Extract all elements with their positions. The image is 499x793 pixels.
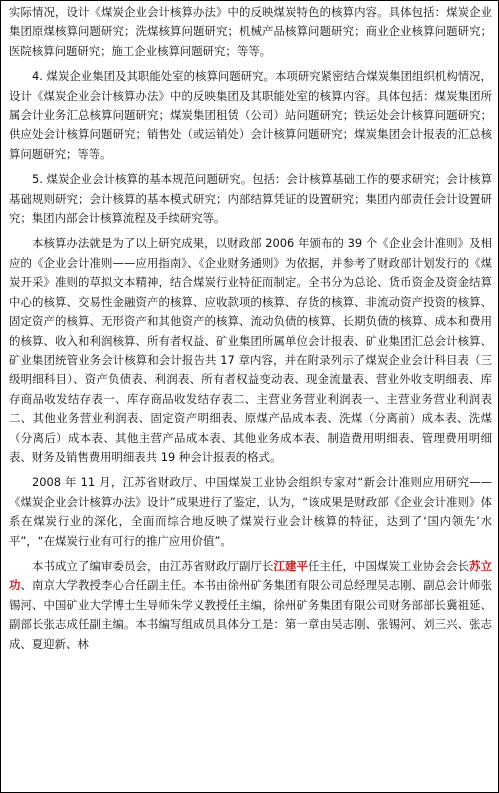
highlighted-name-2: 苏立功 (9, 558, 492, 593)
document-body (9, 3, 492, 660)
paragraph-continuation: 实际情况，设计《煤炭企业会计核算办法》中的反映煤炭特色的核算内容。具体包括：煤炭企业集团原煤核算问题研究；洗煤核算问题研究；机械产品核算问题研究；商业企业核算问题研究；医院核算问题研究；施工企业核算问题研究；等等。 (9, 5, 492, 58)
paragraph-item-5: 5. 煤炭企业会计核算的基本规范问题研究。包括：会计核算基础工作的要求研究；会计核算基础规则研究；会计核算的基本模式研究；内部结算凭证的设置研究；集团内部责任会计设置研究；集团内部会计核算流程及手续研究等。 (9, 172, 492, 226)
committee-text-2: 任主任，中国煤炭工业协会会长 (308, 558, 470, 573)
paragraph-committee (9, 557, 492, 654)
committee-text-3: 、南京大学教授李心合任副主任。本书由徐州矿务集团有限公司总经理吴志刚、副总会计师张锡河、中国矿业大学博士生导师朱学义教授任主编，徐州矿务集团有限公司财务部部长冀祖延、副部长张志成任副主编。本书编写组成员具体分工是：第一章由吴志刚、张锡河、刘三兴、张志成、夏迎新、林 (9, 578, 492, 651)
highlighted-name-1: 江建平 (273, 558, 309, 573)
paragraph-method: 本核算办法就是为了以上研究成果，以财政部 2006 年颁布的 39 个《企业会计准则》及相应的《企业会计准则——应用指南》、《企业财务通则》为依据，并参考了财政部计划发行的《煤炭开采》准则的草拟文本精神，结合煤炭行业特征而制定。全书分为总论、货币资金及资金结算中心的核算、交易性金融资产的核算、应收款项的核算、存货的核算、非流动资产投资的核算、固定资产的核算、无形资产和其他资产的核算、流动负债的核算、长期负债的核算、成本和费用的核算、收入和利润核算、所有者权益、矿业集团所属单位会计报表、矿业集团汇总会计核算、矿业集团统管业务会计核算和会计报告共 17 章内容，并在附录列示了煤炭企业会计科目表（三级明细科目）、资产负债表、利润表、所有者权益变动表、现金流量表、营业外收支明细表、库存商品收发结存表一、库存商品收发结存表二、主营业务营业利润表一、主营业务营业利润表二、其他业务营业利润表、固定资产明细表、原煤产品成本表、洗煤（分离前）成本表、洗煤（分离后）成本表、其他主营产品成本表、其他业务成本表、制造费用明细表、管理费用明细表、财务及销售费用明细表共 19 种会计报表的格式。 (9, 236, 492, 464)
paragraph-item-4: 4. 煤炭企业集团及其职能处室的核算问题研究。本项研究紧密结合煤炭集团组织机构情况，设计《煤炭企业会计核算办法》中的反映集团及其职能处室的核算内容。具体包括：煤炭集团所属会计业务汇总核算问题研究；煤炭集团租赁（公司）站问题研究；铁运处会计核算问题研究；供应处会计核算问题研究；销售处（或运销处）会计核算问题研究；煤炭集团会计报表的汇总核算问题研究；等等。 (9, 69, 492, 161)
committee-text-1: 本书成立了编审委员会，由江苏省财政厅副厅长 (32, 558, 274, 573)
paragraph-appraisal: 2008 年 11 月，江苏省财政厅、中国煤炭工业协会组织专家对“新会计准则应用研究——《煤炭企业会计核算办法》设计”成果进行了鉴定，认为，“该成果是财政部《企业会计准则》体系在煤炭行业的深化，全面而综合地反映了煤炭行业会计核算的特征，达到了‘国内领先’水平”，“在煤炭行业有可行的推广应用价值”。 (9, 475, 492, 548)
